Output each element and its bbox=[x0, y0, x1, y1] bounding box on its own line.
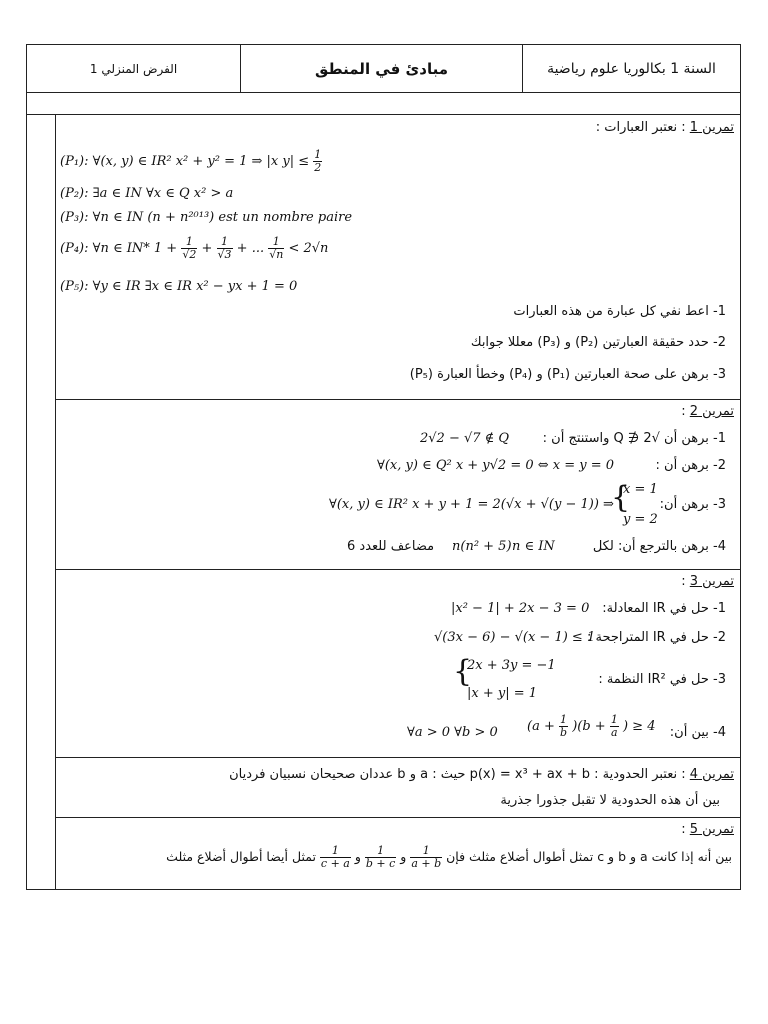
ex3-q1-text: 1- حل في IR المعادلة: bbox=[602, 601, 726, 616]
ex3-q2-math: √(3x − 6) − √(x − 1) ≤ 1 bbox=[434, 630, 596, 645]
ex3-q2-text: 2- حل في IR المتراجحة : bbox=[586, 630, 726, 645]
ex3-q4-math: (a + $\frac{1}{b}$ )(b + $\frac{1}{a}$ ) ≥ 4 bbox=[527, 713, 656, 739]
ex4-line2: بين أن هذه الحدودية لا تقبل جذورا جذرية bbox=[500, 793, 720, 808]
ex1-q1: 1- اعط نفي كل عبارة من هذه العبارات bbox=[513, 304, 726, 319]
page-title: مبادئ في المنطق bbox=[241, 45, 523, 92]
ex2-q3-text: 3- برهن أن: bbox=[659, 497, 726, 512]
ex2-q3-brace: { bbox=[611, 480, 631, 515]
ex3-q3-text: 3- حل في IR² النظمة : bbox=[598, 672, 726, 687]
ex2-q4-text: 4- برهن بالترجع أن: لكل bbox=[592, 539, 726, 554]
ex1-p2: (P₂): ∃a ∈ IN ∀x ∈ Q x² > a bbox=[60, 186, 234, 201]
divider bbox=[56, 399, 740, 400]
ex1-title: تمرين 1 : نعتبر العبارات : bbox=[595, 120, 734, 135]
ex2-q3-sys2: y = 2 bbox=[623, 512, 658, 527]
ex3-q4-text: 4- بين أن: bbox=[669, 725, 726, 740]
ex1-p3: (P₃): ∀n ∈ IN (n + n²⁰¹³) est un nombre paire bbox=[60, 210, 353, 225]
ex3-q4-quant: ∀a > 0 ∀b > 0 bbox=[407, 725, 498, 740]
ex2-q4-expr: n(n² + 5) bbox=[452, 539, 512, 554]
divider bbox=[56, 569, 740, 570]
ex2-q1-text: 1- برهن أن √2 ∉ Q واستنتج أن : bbox=[542, 431, 726, 446]
ex4-title: تمرين 4 : نعتبر الحدودية : p(x) = x³ + ax + b حيث : a و b عددان صحيحان نسبيان فرديان bbox=[229, 767, 734, 782]
ex3-q1-math: |x² − 1| + 2x − 3 = 0 bbox=[451, 601, 590, 616]
exam-sheet bbox=[26, 44, 741, 890]
ex1-p4: (P₄): ∀n ∈ IN* 1 + $\frac{1}{√2}$ + $\frac{1}{√3}$ + ... $\frac{1}{√n}$ < 2√n bbox=[60, 235, 329, 261]
ex5-title: تمرين 5 : bbox=[681, 822, 734, 837]
ex2-q3-math: ∀(x, y) ∈ IR² x + y + 1 = 2(√x + √(y − 1)) ⇒ bbox=[329, 497, 614, 512]
ex2-title: تمرين 2 : bbox=[681, 404, 734, 419]
ex1-p5: (P₅): ∀y ∈ IR ∃x ∈ IR x² − yx + 1 = 0 bbox=[60, 279, 298, 294]
ex3-q3-brace: { bbox=[453, 654, 473, 689]
class-level: السنة 1 بكالوريا علوم رياضية bbox=[547, 60, 716, 77]
margin-column bbox=[27, 115, 56, 890]
header-strip bbox=[27, 92, 740, 115]
ex2-q2-text: 2- برهن أن : bbox=[655, 458, 726, 473]
ex1-p1: (P₁): ∀(x, y) ∈ IR² x² + y² = 1 ⇒ |x y| ≤ $\frac{1}{2}$ bbox=[60, 148, 322, 174]
ex2-q2-math: ∀(x, y) ∈ Q² x + y√2 = 0 ⇔ x = y = 0 bbox=[377, 458, 615, 473]
divider bbox=[56, 817, 740, 818]
ex2-q4-end: مضاعف للعدد 6 bbox=[347, 539, 435, 554]
ex3-title: تمرين 3 : bbox=[681, 574, 734, 589]
ex3-q3-sys2: |x + y| = 1 bbox=[467, 686, 538, 701]
divider bbox=[56, 757, 740, 758]
ex1-q3: 3- برهن على صحة العبارتين (P₁) و (P₄) وخطأ العبارة (P₅) bbox=[409, 367, 726, 382]
header-table bbox=[27, 45, 740, 93]
ex2-q4-n: n ∈ IN bbox=[512, 539, 555, 554]
ex3-q3-sys1: 2x + 3y = −1 bbox=[467, 658, 556, 673]
homework-label: الفرض المنزلي 1 bbox=[27, 45, 241, 92]
ex5-statement: بين أنه إذا كانت a و b و c تمثل أطوال أضلاع مثلث فإن $\frac{1}{a + b}$ و $\frac{1}{b + c}$ و $\frac{1}{c + a}$ تمثل أيضا أطوال أضلاع مثلث bbox=[166, 844, 732, 870]
ex1-q2: 2- حدد حقيقة العبارتين (P₂) و (P₃) معللا جوابك bbox=[470, 335, 726, 350]
ex2-q1-math: 2√2 − √7 ∉ Q bbox=[420, 431, 510, 446]
ex2-q3-sys1: x = 1 bbox=[623, 482, 658, 497]
